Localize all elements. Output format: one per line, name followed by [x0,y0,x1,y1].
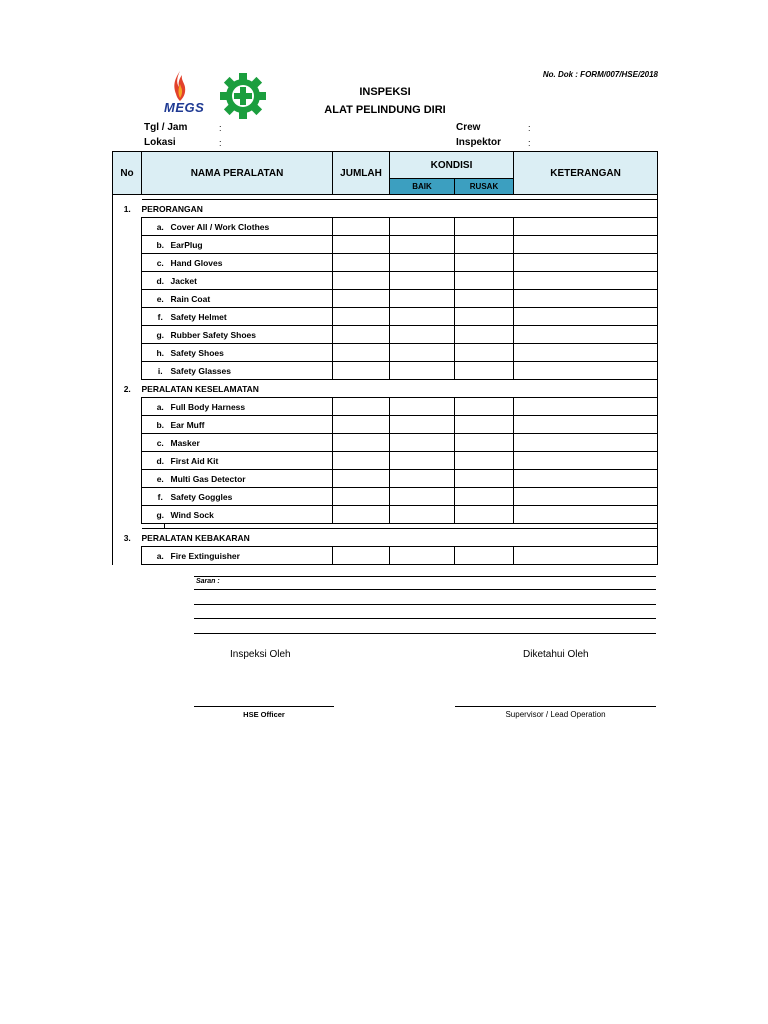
supervisor-label: Supervisor / Lead Operation [505,710,606,719]
section-title: PERORANGAN [142,200,658,218]
row-number-cell [113,326,142,344]
baik-cell[interactable] [390,434,455,452]
table-row [113,416,658,434]
row-number-cell [113,362,142,380]
jumlah-cell[interactable] [333,272,390,290]
rusak-cell[interactable] [455,547,514,565]
k3-safety-gear-icon [219,72,267,120]
section-number: 3. [113,529,142,547]
item-name: Safety Shoes [165,344,333,362]
section-title: PERALATAN KESELAMATAN [142,380,658,398]
inspektor-colon: : [528,138,531,148]
baik-cell[interactable] [390,218,455,236]
rusak-cell[interactable] [455,344,514,362]
jumlah-cell[interactable] [333,362,390,380]
item-name: Hand Gloves [165,254,333,272]
header-nama-peralatan: NAMA PERALATAN [142,152,333,195]
item-name: Multi Gas Detector [165,470,333,488]
baik-cell[interactable] [390,308,455,326]
rusak-cell[interactable] [455,416,514,434]
table-row [113,344,658,362]
row-number-cell [113,434,142,452]
jumlah-cell[interactable] [333,308,390,326]
table-row [113,452,658,470]
saran-label: Saran : [196,578,220,585]
baik-cell[interactable] [390,470,455,488]
baik-cell[interactable] [390,326,455,344]
lokasi-colon: : [219,138,222,148]
item-letter: g. [142,506,165,524]
flame-logo-icon [170,70,190,102]
baik-cell[interactable] [390,398,455,416]
keterangan-cell[interactable] [514,236,658,254]
inspeksi-oleh-label: Inspeksi Oleh [230,649,291,660]
lokasi-label: Lokasi [144,137,176,148]
item-letter: a. [142,218,165,236]
document-number: No. Dok : FORM/007/HSE/2018 [542,70,658,79]
header-kondisi: KONDISI [390,152,514,179]
section-row [113,529,658,547]
rusak-cell[interactable] [455,218,514,236]
rusak-cell[interactable] [455,308,514,326]
jumlah-cell[interactable] [333,326,390,344]
header-rusak: RUSAK [455,179,514,195]
row-number-cell [113,344,142,362]
table-row [113,236,658,254]
saran-line-5 [194,633,656,634]
rusak-cell[interactable] [455,290,514,308]
item-letter: i. [142,362,165,380]
item-letter: c. [142,254,165,272]
keterangan-cell[interactable] [514,326,658,344]
hse-officer-label: HSE Officer [243,710,285,719]
jumlah-cell[interactable] [333,254,390,272]
item-letter: b. [142,416,165,434]
item-name: Rain Coat [165,290,333,308]
keterangan-cell[interactable] [514,272,658,290]
item-letter: e. [142,290,165,308]
table-row [113,506,658,524]
keterangan-cell[interactable] [514,452,658,470]
keterangan-cell[interactable] [514,398,658,416]
item-name: Safety Goggles [165,488,333,506]
jumlah-cell[interactable] [333,452,390,470]
baik-cell[interactable] [390,547,455,565]
baik-cell[interactable] [390,362,455,380]
rusak-cell[interactable] [455,488,514,506]
table-row [113,434,658,452]
baik-cell[interactable] [390,236,455,254]
rusak-cell[interactable] [455,272,514,290]
item-name: First Aid Kit [165,452,333,470]
item-name: Wind Sock [165,506,333,524]
item-letter: b. [142,236,165,254]
supervisor-signature-line [455,706,656,707]
row-number-cell [113,488,142,506]
item-name: Jacket [165,272,333,290]
rusak-cell[interactable] [455,506,514,524]
rusak-cell[interactable] [455,236,514,254]
baik-cell[interactable] [390,488,455,506]
jumlah-cell[interactable] [333,488,390,506]
jumlah-cell[interactable] [333,470,390,488]
section-row [113,200,658,218]
keterangan-cell[interactable] [514,416,658,434]
keterangan-cell[interactable] [514,434,658,452]
table-row [113,218,658,236]
keterangan-cell[interactable] [514,344,658,362]
item-letter: h. [142,344,165,362]
baik-cell[interactable] [390,272,455,290]
header-no: No [113,152,142,195]
jumlah-cell[interactable] [333,398,390,416]
keterangan-cell[interactable] [514,506,658,524]
header-jumlah: JUMLAH [333,152,390,195]
row-number-cell [113,547,142,565]
table-row [113,398,658,416]
baik-cell[interactable] [390,506,455,524]
item-letter: d. [142,272,165,290]
row-number-cell [113,506,142,524]
table-row [113,488,658,506]
rusak-cell[interactable] [455,398,514,416]
saran-line-4 [194,618,656,619]
row-number-cell [113,308,142,326]
inspektor-label: Inspektor [456,137,502,148]
item-name: Fire Extinguisher [165,547,333,565]
item-name: Cover All / Work Clothes [165,218,333,236]
keterangan-cell[interactable] [514,362,658,380]
table-row [113,547,658,565]
jumlah-cell[interactable] [333,506,390,524]
keterangan-cell[interactable] [514,290,658,308]
item-name: Safety Glasses [165,362,333,380]
diketahui-oleh-label: Diketahui Oleh [523,649,589,660]
jumlah-cell[interactable] [333,547,390,565]
row-number-cell [113,470,142,488]
table-row [113,326,658,344]
section-number: 1. [113,200,142,218]
baik-cell[interactable] [390,290,455,308]
row-number-cell [113,452,142,470]
keterangan-cell[interactable] [514,218,658,236]
row-number-cell [113,254,142,272]
tgl-jam-label: Tgl / Jam [144,122,188,133]
rusak-cell[interactable] [455,452,514,470]
tgl-jam-colon: : [219,123,222,133]
jumlah-cell[interactable] [333,290,390,308]
item-letter: a. [142,398,165,416]
section-number: 2. [113,380,142,398]
header-keterangan: KETERANGAN [514,152,658,195]
keterangan-cell[interactable] [514,488,658,506]
item-letter: c. [142,434,165,452]
item-name: Safety Helmet [165,308,333,326]
rusak-cell[interactable] [455,362,514,380]
item-letter: d. [142,452,165,470]
keterangan-cell[interactable] [514,254,658,272]
jumlah-cell[interactable] [333,434,390,452]
section-title: PERALATAN KEBAKARAN [142,529,658,547]
row-number-cell [113,272,142,290]
keterangan-cell[interactable] [514,547,658,565]
form-title-line1: INSPEKSI [359,86,411,98]
item-name: Rubber Safety Shoes [165,326,333,344]
form-title-line2: ALAT PELINDUNG DIRI [324,104,446,116]
baik-cell[interactable] [390,254,455,272]
row-number-cell [113,236,142,254]
table-row [113,308,658,326]
rusak-cell[interactable] [455,470,514,488]
item-letter: g. [142,326,165,344]
company-logo-text: MEGS [164,100,205,115]
row-number-cell [113,290,142,308]
saran-line-1 [194,576,656,577]
item-letter: f. [142,488,165,506]
item-name: Masker [165,434,333,452]
row-number-cell [113,398,142,416]
hse-signature-line [194,706,334,707]
table-row [113,362,658,380]
header-baik: BAIK [390,179,455,195]
crew-colon: : [528,123,531,133]
baik-cell[interactable] [390,452,455,470]
saran-line-2 [194,589,656,590]
item-name: Ear Muff [165,416,333,434]
baik-cell[interactable] [390,344,455,362]
item-letter: e. [142,470,165,488]
inspection-table [112,151,658,565]
section-row [113,380,658,398]
rusak-cell[interactable] [455,326,514,344]
table-row [113,290,658,308]
table-row [113,272,658,290]
keterangan-cell[interactable] [514,470,658,488]
jumlah-cell[interactable] [333,236,390,254]
keterangan-cell[interactable] [514,308,658,326]
row-number-cell [113,416,142,434]
table-row [113,254,658,272]
baik-cell[interactable] [390,416,455,434]
row-number-cell [113,218,142,236]
table-row [113,470,658,488]
item-letter: f. [142,308,165,326]
jumlah-cell[interactable] [333,218,390,236]
rusak-cell[interactable] [455,434,514,452]
item-name: EarPlug [165,236,333,254]
item-name: Full Body Harness [165,398,333,416]
jumlah-cell[interactable] [333,416,390,434]
rusak-cell[interactable] [455,254,514,272]
crew-label: Crew [456,122,481,133]
saran-line-3 [194,604,656,605]
item-letter: a. [142,547,165,565]
jumlah-cell[interactable] [333,344,390,362]
